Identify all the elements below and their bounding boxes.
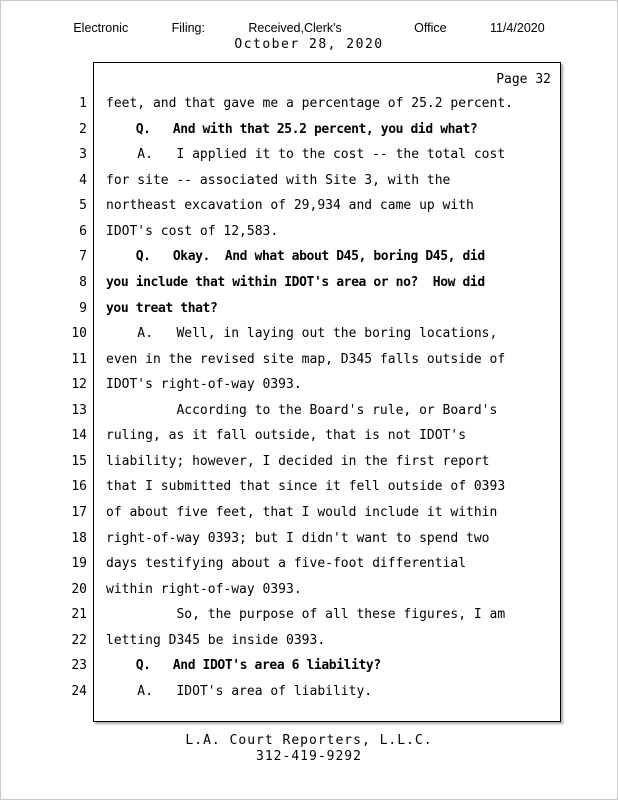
transcript-line xyxy=(61,449,561,475)
line-number: 3 xyxy=(79,147,87,163)
transcript-line xyxy=(61,577,561,603)
transcript-line xyxy=(61,372,561,398)
transcript-line xyxy=(61,423,561,449)
line-text: So, the purpose of all these figures, I am xyxy=(106,607,506,623)
transcript-line xyxy=(61,474,561,500)
line-number: 10 xyxy=(71,326,87,342)
efiling-stamp: Electronic Filing: Received,Clerk's Office 11/4/2020 xyxy=(73,21,545,35)
line-number: 8 xyxy=(79,274,87,290)
page-number-label: Page 32 xyxy=(496,72,551,87)
transcript-line xyxy=(61,142,561,168)
line-text: According to the Board's rule, or Board's xyxy=(106,402,498,418)
line-number: 20 xyxy=(71,581,87,597)
line-number: 15 xyxy=(71,453,87,469)
line-text: Q. And with that 25.2 percent, you did what? xyxy=(106,121,478,137)
court-reporter-phone: 312-419-9292 xyxy=(256,749,362,764)
transcript-line xyxy=(61,551,561,577)
line-number: 7 xyxy=(79,249,87,265)
transcript-line xyxy=(61,244,561,270)
transcript-line xyxy=(61,526,561,552)
court-reporter-name: L.A. Court Reporters, L.L.C. xyxy=(185,733,433,748)
line-text: feet, and that gave me a percentage of 25.2 percent. xyxy=(106,96,513,111)
line-text: right-of-way 0393; but I didn't want to spend two xyxy=(106,530,490,546)
line-text: northeast excavation of 29,934 and came up with xyxy=(106,198,474,214)
transcript-line xyxy=(61,219,561,245)
transcript-line xyxy=(61,602,561,628)
transcript-line xyxy=(61,296,561,322)
line-text: you include that within IDOT's area or no? How did xyxy=(106,274,485,290)
line-text: days testifying about a five-foot differential xyxy=(106,556,467,572)
transcript-line xyxy=(61,321,561,347)
line-text: of about five feet, that I would include it within xyxy=(106,505,498,520)
transcript-line xyxy=(61,398,561,424)
line-number: 23 xyxy=(71,658,87,674)
line-text: Q. Okay. And what about D45, boring D45, did xyxy=(106,249,485,265)
line-number: 19 xyxy=(71,556,87,572)
line-number: 5 xyxy=(79,198,87,214)
line-number: 1 xyxy=(79,96,87,111)
transcript-line xyxy=(61,679,561,705)
line-number: 11 xyxy=(71,351,87,367)
line-number: 21 xyxy=(71,607,87,623)
line-number: 17 xyxy=(71,505,87,520)
line-text: IDOT's cost of 12,583. xyxy=(106,223,279,239)
deposition-date: October 28, 2020 xyxy=(234,37,384,52)
line-text: liability; however, I decided in the first report xyxy=(106,453,490,469)
line-text: Q. And IDOT's area 6 liability? xyxy=(106,658,381,674)
line-text: even in the revised site map, D345 falls outside of xyxy=(106,351,506,367)
line-text: that I submitted that since it fell outside of 0393 xyxy=(106,479,506,495)
line-number: 14 xyxy=(71,428,87,444)
line-text: within right-of-way 0393. xyxy=(106,581,302,597)
transcript-line xyxy=(61,347,561,373)
line-text: you treat that? xyxy=(106,300,218,316)
line-text: letting D345 be inside 0393. xyxy=(106,632,326,648)
line-text: IDOT's right-of-way 0393. xyxy=(106,377,302,393)
transcript-line xyxy=(61,117,561,143)
line-number: 2 xyxy=(79,121,87,137)
transcript-line xyxy=(61,168,561,194)
line-number: 9 xyxy=(79,300,87,316)
line-text: A. I applied it to the cost -- the total cost xyxy=(106,147,506,163)
transcript-line xyxy=(61,653,561,679)
transcript-line xyxy=(61,500,561,526)
line-number: 24 xyxy=(71,683,87,699)
transcript-lines xyxy=(61,91,561,705)
transcript-line xyxy=(61,91,561,117)
line-number: 6 xyxy=(79,223,87,239)
line-number: 18 xyxy=(71,530,87,546)
line-text: A. Well, in laying out the boring locations, xyxy=(106,326,498,342)
transcript-line xyxy=(61,628,561,654)
line-text: A. IDOT's area of liability. xyxy=(106,683,373,699)
line-number: 4 xyxy=(79,172,87,188)
transcript-line xyxy=(61,270,561,296)
line-number: 16 xyxy=(71,479,87,495)
line-text: ruling, as it fall outside, that is not IDOT's xyxy=(106,428,467,444)
line-number: 13 xyxy=(71,402,87,418)
transcript-line xyxy=(61,193,561,219)
line-text: for site -- associated with Site 3, with the xyxy=(106,172,451,188)
line-number: 22 xyxy=(71,632,87,648)
line-number: 12 xyxy=(71,377,87,393)
